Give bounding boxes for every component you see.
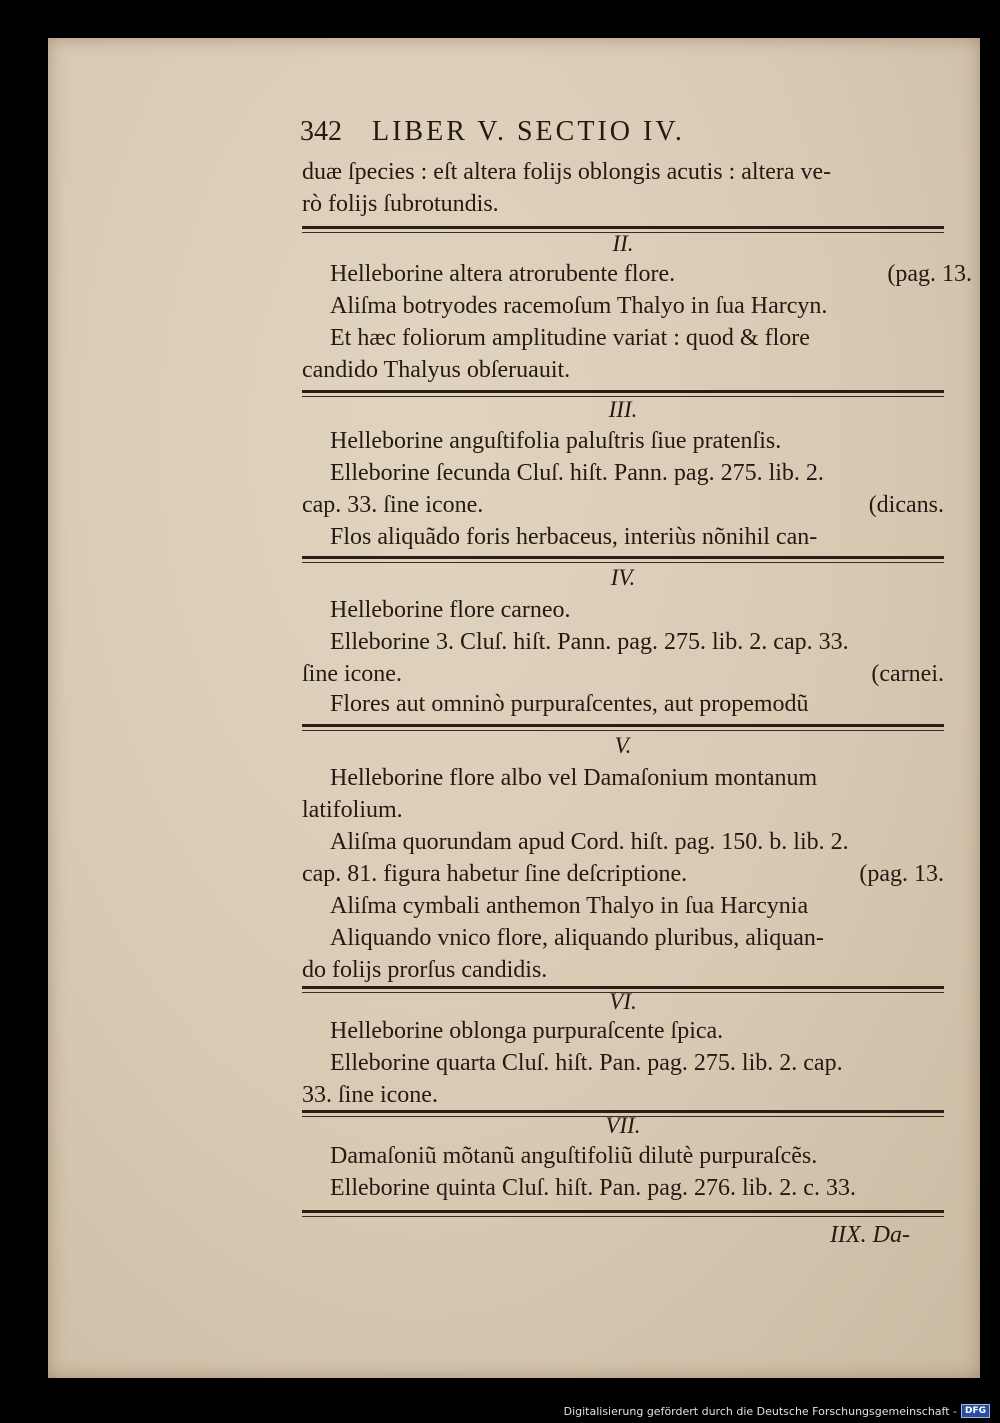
marginal-note: (carnei.	[871, 661, 944, 687]
text-line: Aliſma quorundam apud Cord. hiſt. pag. 150. b. lib. 2.	[330, 829, 849, 855]
text-line: Flores aut omninò purpuraſcentes, aut propemodũ	[330, 691, 809, 717]
marginal-note: (pag. 13.	[859, 861, 944, 887]
text-line: Helleborine flore albo vel Damaſonium montanum	[330, 765, 818, 791]
text-line: Et hæc foliorum amplitudine variat : quod & flore	[330, 325, 810, 351]
marginal-note: (pag. 13.	[887, 261, 972, 287]
text-line: Damaſoniũ mõtanũ anguſtifoliũ dilutè purpuraſcẽs.	[330, 1143, 818, 1169]
section-heading: IV.	[610, 565, 636, 590]
section-rule	[302, 390, 944, 393]
marginal-note: (dicans.	[868, 492, 944, 518]
text-line: Aliſma cymbali anthemon Thalyo in ſua Harcynia	[330, 893, 809, 919]
section-heading: VII.	[605, 1113, 641, 1138]
section-heading: III.	[608, 397, 638, 422]
text-line	[302, 658, 944, 690]
text-line: Aliquando vnico flore, aliquando pluribus, aliquan-	[330, 925, 824, 951]
catchword: IIX. Da-	[830, 1222, 910, 1248]
text-line: latifolium.	[302, 797, 403, 823]
footer-text: Digitalisierung gefördert durch die Deutsche Forschungsgemeinschaft -	[563, 1404, 957, 1418]
line-text: cap. 33. ſine icone.	[302, 492, 484, 518]
text-line: do folijs prorſus candidis.	[302, 957, 548, 983]
text-line	[302, 858, 944, 890]
section-rule	[302, 226, 944, 229]
text-line: Helleborine oblonga purpuraſcente ſpica.	[330, 1018, 724, 1044]
section-heading: VI.	[609, 989, 637, 1014]
page-number: 342	[300, 116, 342, 147]
dfg-logo: DFG	[961, 1404, 990, 1418]
text-line	[302, 489, 944, 521]
line-text: ſine icone.	[302, 661, 402, 687]
section-heading: II.	[612, 231, 634, 256]
text-line: Flos aliquãdo foris herbaceus, interiùs nõnihil can-	[330, 524, 818, 550]
digitization-footer	[564, 1404, 990, 1418]
text-line	[302, 258, 972, 290]
text-line: Helleborine flore carneo.	[330, 597, 571, 623]
text-line: 33. ſine icone.	[302, 1082, 438, 1108]
intro-line: rò folijs ſubrotundis.	[302, 191, 499, 217]
line-text: Helleborine altera atrorubente flore.	[330, 261, 676, 287]
text-line: Elleborine ſecunda Cluſ. hiſt. Pann. pag. 275. lib. 2.	[330, 460, 824, 486]
text-line: Elleborine 3. Cluſ. hiſt. Pann. pag. 275. lib. 2. cap. 33.	[330, 629, 849, 655]
intro-line: duæ ſpecies : eſt altera folijs oblongis acutis : altera ve-	[302, 159, 832, 185]
line-text: cap. 81. figura habetur ſine deſcriptione.	[302, 861, 688, 887]
section-rule	[302, 556, 944, 559]
text-line: candido Thalyus obſeruauit.	[302, 357, 571, 383]
text-line: Aliſma botryodes racemoſum Thalyo in ſua Harcyn.	[330, 293, 828, 319]
text-line: Helleborine anguſtifolia paluſtris ſiue pratenſis.	[330, 428, 782, 454]
running-head	[300, 116, 950, 148]
text-line: Elleborine quarta Cluſ. hiſt. Pan. pag. 275. lib. 2. cap.	[330, 1050, 843, 1076]
section-rule	[302, 1210, 944, 1213]
section-heading: V.	[614, 733, 632, 758]
section-rule	[302, 724, 944, 727]
page-title: LIBER V. SECTIO IV.	[372, 116, 685, 147]
text-line: Elleborine quinta Cluſ. hiſt. Pan. pag. 276. lib. 2. c. 33.	[330, 1175, 856, 1201]
